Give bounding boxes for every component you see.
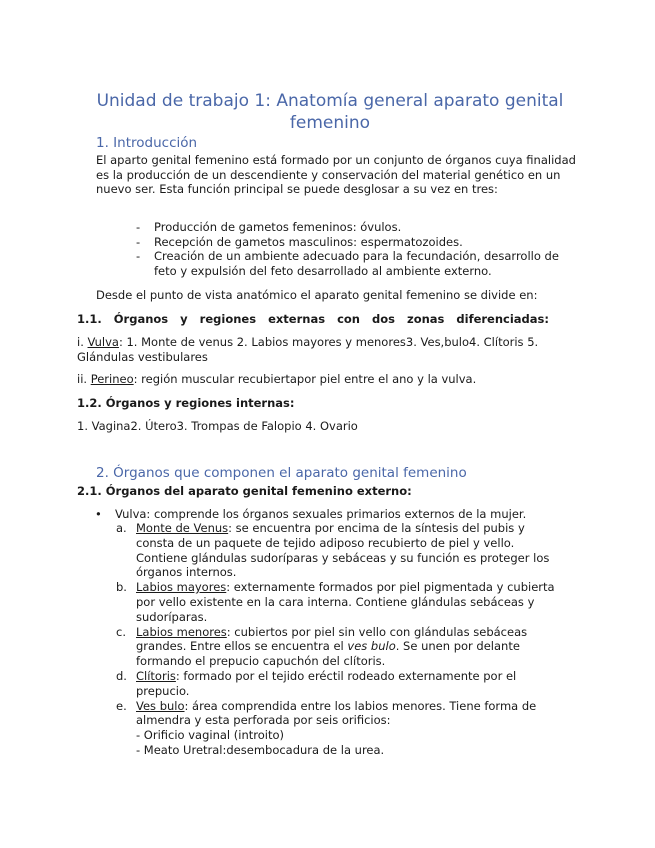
list-item: - Creación de un ambiente adecuado para la fecundación, desarrollo de feto y expulsión del feto desarrollado al ambiente externo.: [136, 249, 576, 278]
document-title: Unidad de trabajo 1: Anatomía general aparato genital femenino: [96, 91, 564, 133]
item-term: Labios menores: [136, 624, 227, 639]
item-term: Labios mayores: [136, 580, 227, 595]
orifice-line: - Meato Uretral:desembocadura de la urea.: [136, 742, 385, 757]
perineo-paragraph: [77, 372, 557, 387]
list-item: - Recepción de gametos masculinos: espermatozoides.: [136, 235, 576, 250]
perineo-term: Perineo: [90, 372, 134, 386]
heading-2-1: 2.1. Órganos del aparato genital femenino externo:: [77, 484, 412, 498]
intro-paragraph: El aparto genital femenino está formado por un conjunto de órganos cuya finalidad es la producción de un descendiente y conservación del material genético en un nuevo ser. Esta función principal se puede desglosar a su vez en tres:: [96, 153, 576, 196]
vulva-term: Vulva: [87, 335, 119, 349]
vulva-prefix: i.: [77, 335, 84, 349]
functions-list: [136, 220, 576, 278]
list-item: d. Clítoris: formado por el tejido eréctil rodeado externamente por el prepucio.: [116, 668, 517, 698]
perineo-text: : región muscular recubiertapor piel entre el ano y la vulva.: [133, 372, 477, 386]
section-1-heading: 1. Introducción: [96, 135, 198, 151]
item-term: Monte de Venus: [136, 521, 229, 535]
bullet-icon: •: [95, 507, 102, 521]
division-paragraph: Desde el punto de vista anatómico el aparato genital femenino se divide en:: [96, 288, 538, 302]
list-item: e. Ves bulo: área comprendida entre los labios menores. Tiene forma de almendra y esta perforada por seis orificios: - Orificio vaginal (introito) - Meato Uretral:desembocadura de la urea.: [116, 699, 559, 758]
list-item: b. Labios mayores: externamente formados por piel pigmentada y cubierta por vello existente en la cara interna. Contiene glándulas sebáceas y sudoríparas.: [116, 580, 555, 624]
item-term: Clítoris: [136, 668, 176, 683]
list-item: c. Labios menores: cubiertos por piel sin vello con glándulas sebáceas grandes. Entre ellos se encuentra el ves bulo. Se unen por delante formando el prepucio capuchón del clítoris.: [116, 624, 528, 669]
vulva-paragraph: [77, 335, 557, 364]
orifice-line: - Orificio vaginal (introito): [136, 728, 284, 743]
section-2-heading: 2. Órganos que componen el aparato genital femenino: [96, 465, 467, 481]
perineo-prefix: ii.: [77, 372, 88, 386]
heading-1-2: 1.2. Órganos y regiones internas:: [77, 396, 295, 410]
item-term: Ves bulo: [136, 698, 185, 713]
list-item: - Producción de gametos femeninos: óvulos.: [136, 220, 576, 235]
heading-1-1: 1.1. Órganos y regiones externas con dos zonas diferenciadas:: [77, 312, 549, 326]
vulva-text: : 1. Monte de venus 2. Labios mayores y menores3. Ves,bulo4. Clítoris 5. Glándulas vestibulares: [77, 335, 539, 364]
vulva-bullet-text: Vulva: comprende los órganos sexuales primarios externos de la mujer.: [115, 507, 527, 521]
vestibulo-italic: ves bulo: [347, 639, 396, 654]
list-item: a. Monte de Venus: se encuentra por encima de la síntesis del pubis y consta de un paquete de tejido adiposo recubierto de piel y vello. Contiene glándulas sudoríparas y sebáceas y su función es proteger los órganos internos.: [116, 521, 550, 580]
internal-organs-list: 1. Vagina2. Útero3. Trompas de Falopio 4. Ovario: [77, 419, 358, 433]
vulva-parts-list: [116, 521, 559, 758]
